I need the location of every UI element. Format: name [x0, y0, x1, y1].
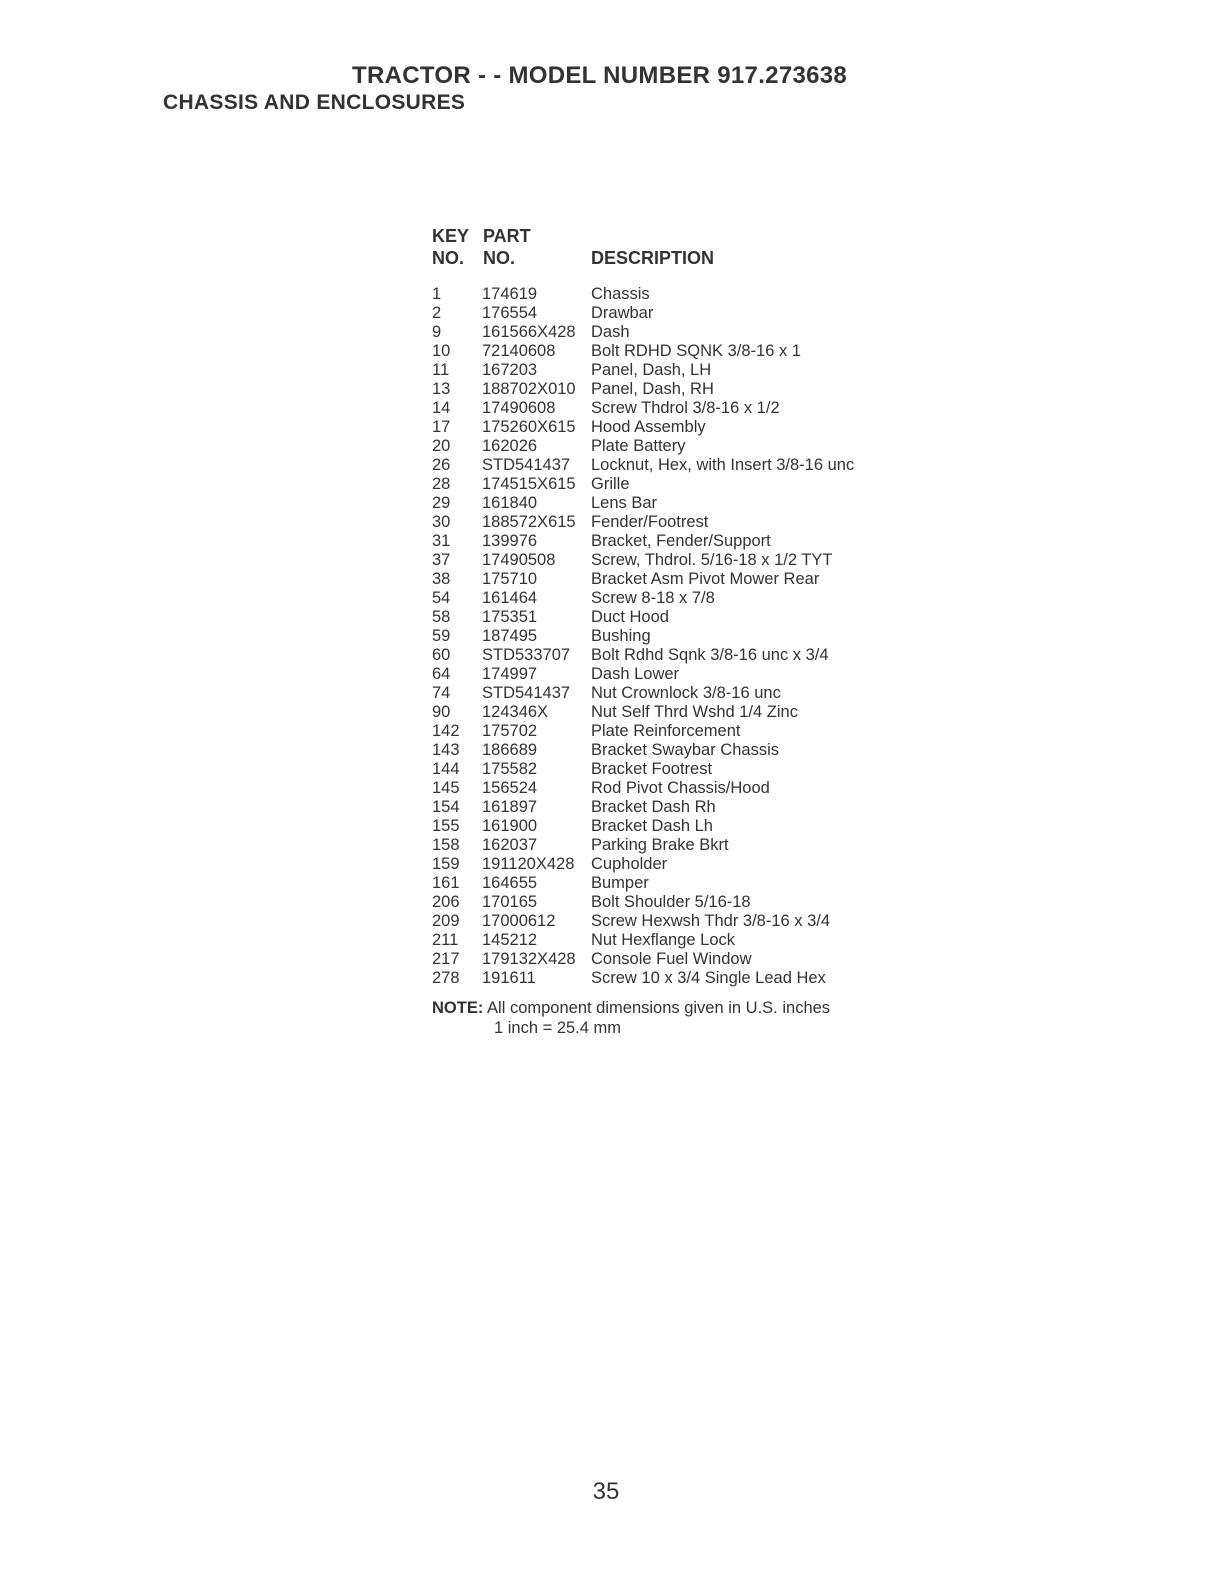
part-number: 176554 [482, 304, 538, 322]
part-description: Bumper [591, 874, 649, 892]
part-description: Nut Self Thrd Wshd 1/4 Zinc [591, 703, 798, 721]
part-number: STD541437 [482, 456, 571, 474]
part-number: 170165 [482, 893, 538, 911]
key-number: 29 [432, 494, 451, 512]
table-row [432, 627, 932, 646]
table-row [432, 646, 932, 665]
key-number: 143 [432, 741, 460, 759]
table-row [432, 684, 932, 703]
part-number: 145212 [482, 931, 538, 949]
table-row [432, 969, 932, 988]
key-number: 142 [432, 722, 460, 740]
table-row [432, 475, 932, 494]
key-number: 278 [432, 969, 460, 987]
part-number: 161897 [482, 798, 538, 816]
key-number: 17 [432, 418, 451, 436]
column-header-key-line2: NO. [432, 248, 465, 268]
table-row [432, 304, 932, 323]
part-number: 175582 [482, 760, 538, 778]
part-number: 191611 [482, 969, 536, 987]
note-line2: 1 inch = 25.4 mm [494, 1019, 622, 1037]
part-number: 188572X615 [482, 513, 576, 531]
table-row [432, 798, 932, 817]
table-row [432, 912, 932, 931]
part-description: Screw 10 x 3/4 Single Lead Hex [591, 969, 826, 987]
key-number: 159 [432, 855, 460, 873]
part-number: 187495 [482, 627, 538, 645]
part-number: 175351 [482, 608, 538, 626]
part-number: 156524 [482, 779, 538, 797]
part-number: 175702 [482, 722, 538, 740]
key-number: 20 [432, 437, 451, 455]
table-row [432, 513, 932, 532]
table-row [432, 741, 932, 760]
key-number: 28 [432, 475, 451, 493]
part-description: Parking Brake Bkrt [591, 836, 729, 854]
part-number: 161464 [482, 589, 538, 607]
key-number: 26 [432, 456, 451, 474]
key-number: 154 [432, 798, 460, 816]
part-description: Nut Crownlock 3/8-16 unc [591, 684, 781, 702]
part-number: 174619 [482, 285, 538, 303]
part-description: Bracket, Fender/Support [591, 532, 771, 550]
table-row [432, 323, 932, 342]
part-description: Panel, Dash, RH [591, 380, 714, 398]
key-number: 59 [432, 627, 451, 645]
table-row [432, 456, 932, 475]
key-number: 158 [432, 836, 460, 854]
part-description: Screw, Thdrol. 5/16-18 x 1/2 TYT [591, 551, 833, 569]
part-description: Bracket Footrest [591, 760, 713, 778]
parts-list [432, 285, 932, 988]
part-number: 161566X428 [482, 323, 576, 341]
page-number: 35 [592, 1478, 620, 1505]
page-title: TRACTOR - - MODEL NUMBER 917.273638 [352, 62, 848, 89]
part-description: Bracket Dash Lh [591, 817, 713, 835]
part-number: 179132X428 [482, 950, 576, 968]
part-number: 17000612 [482, 912, 556, 930]
key-number: 209 [432, 912, 460, 930]
part-number: 175710 [482, 570, 538, 588]
section-subtitle: CHASSIS AND ENCLOSURES [163, 91, 466, 114]
part-number: 161840 [482, 494, 538, 512]
key-number: 211 [432, 931, 459, 949]
table-row [432, 608, 932, 627]
table-row [432, 855, 932, 874]
part-description: Screw Hexwsh Thdr 3/8-16 x 3/4 [591, 912, 831, 930]
table-row [432, 950, 932, 969]
part-number: 174997 [482, 665, 538, 683]
key-number: 38 [432, 570, 451, 588]
part-number: 162037 [482, 836, 538, 854]
part-number: 174515X615 [482, 475, 576, 493]
part-description: Bracket Asm Pivot Mower Rear [591, 570, 820, 588]
part-number: 162026 [482, 437, 538, 455]
part-number: 139976 [482, 532, 538, 550]
table-row [432, 836, 932, 855]
note [432, 998, 830, 1018]
part-description: Nut Hexflange Lock [591, 931, 735, 949]
column-header-description: DESCRIPTION [591, 248, 715, 268]
table-row [432, 551, 932, 570]
part-number: 164655 [482, 874, 538, 892]
key-number: 9 [432, 323, 442, 341]
key-number: 74 [432, 684, 451, 702]
part-description: Screw 8-18 x 7/8 [591, 589, 715, 607]
key-number: 37 [432, 551, 451, 569]
part-description: Bushing [591, 627, 651, 645]
table-row [432, 361, 932, 380]
key-number: 31 [432, 532, 451, 550]
part-description: Dash [591, 323, 630, 341]
part-description: Drawbar [591, 304, 654, 322]
key-number: 90 [432, 703, 451, 721]
key-number: 217 [432, 950, 460, 968]
table-row [432, 722, 932, 741]
part-number: STD533707 [482, 646, 571, 664]
part-number: 72140608 [482, 342, 556, 360]
part-number: 161900 [482, 817, 538, 835]
key-number: 144 [432, 760, 460, 778]
key-number: 30 [432, 513, 451, 531]
table-row [432, 570, 932, 589]
part-number: 191120X428 [482, 855, 575, 873]
part-description: Duct Hood [591, 608, 669, 626]
key-number: 11 [432, 361, 450, 379]
part-number: 188702X010 [482, 380, 576, 398]
key-number: 161 [432, 874, 460, 892]
key-number: 60 [432, 646, 451, 664]
part-number: 17490508 [482, 551, 556, 569]
part-description: Bolt RDHD SQNK 3/8-16 x 1 [591, 342, 801, 360]
part-description: Fender/Footrest [591, 513, 709, 531]
part-description: Dash Lower [591, 665, 680, 683]
part-description: Cupholder [591, 855, 668, 873]
key-number: 145 [432, 779, 460, 797]
key-number: 13 [432, 380, 451, 398]
key-number: 2 [432, 304, 442, 322]
part-description: Rod Pivot Chassis/Hood [591, 779, 770, 797]
part-description: Bolt Rdhd Sqnk 3/8-16 unc x 3/4 [591, 646, 829, 664]
part-description: Screw Thdrol 3/8-16 x 1/2 [591, 399, 780, 417]
part-number: 186689 [482, 741, 538, 759]
part-description: Grille [591, 475, 630, 493]
table-row [432, 817, 932, 836]
table-row [432, 285, 932, 304]
part-number: 17490608 [482, 399, 556, 417]
part-description: Bracket Dash Rh [591, 798, 716, 816]
part-number: 167203 [482, 361, 538, 379]
note-line1: All component dimensions given in U.S. inches [487, 999, 831, 1017]
part-number: 124346X [482, 703, 549, 721]
column-header-part-line1: PART [483, 226, 531, 246]
part-description: Locknut, Hex, with Insert 3/8-16 unc [591, 456, 855, 474]
key-number: 64 [432, 665, 451, 683]
part-description: Plate Battery [591, 437, 686, 455]
table-row [432, 589, 932, 608]
table-row [432, 532, 932, 551]
column-header-key-line1: KEY [432, 226, 470, 246]
table-row [432, 874, 932, 893]
part-description: Panel, Dash, LH [591, 361, 712, 379]
key-number: 155 [432, 817, 460, 835]
table-row [432, 342, 932, 361]
table-row [432, 399, 932, 418]
key-number: 58 [432, 608, 451, 626]
part-description: Chassis [591, 285, 650, 303]
table-row [432, 760, 932, 779]
part-description: Bolt Shoulder 5/16-18 [591, 893, 751, 911]
table-row [432, 418, 932, 437]
part-description: Lens Bar [591, 494, 658, 512]
key-number: 14 [432, 399, 451, 417]
table-row [432, 779, 932, 798]
part-description: Bracket Swaybar Chassis [591, 741, 779, 759]
table-row [432, 703, 932, 722]
part-number: STD541437 [482, 684, 571, 702]
part-description: Plate Reinforcement [591, 722, 741, 740]
note-label: NOTE: [432, 999, 484, 1017]
key-number: 206 [432, 893, 460, 911]
part-number: 175260X615 [482, 418, 576, 436]
table-row [432, 494, 932, 513]
key-number: 54 [432, 589, 451, 607]
table-row [432, 437, 932, 456]
part-description: Console Fuel Window [591, 950, 752, 968]
column-header-part-line2: NO. [483, 248, 516, 268]
key-number: 1 [432, 285, 442, 303]
table-row [432, 380, 932, 399]
part-description: Hood Assembly [591, 418, 706, 436]
table-row [432, 931, 932, 950]
table-row [432, 893, 932, 912]
key-number: 10 [432, 342, 451, 360]
table-row [432, 665, 932, 684]
